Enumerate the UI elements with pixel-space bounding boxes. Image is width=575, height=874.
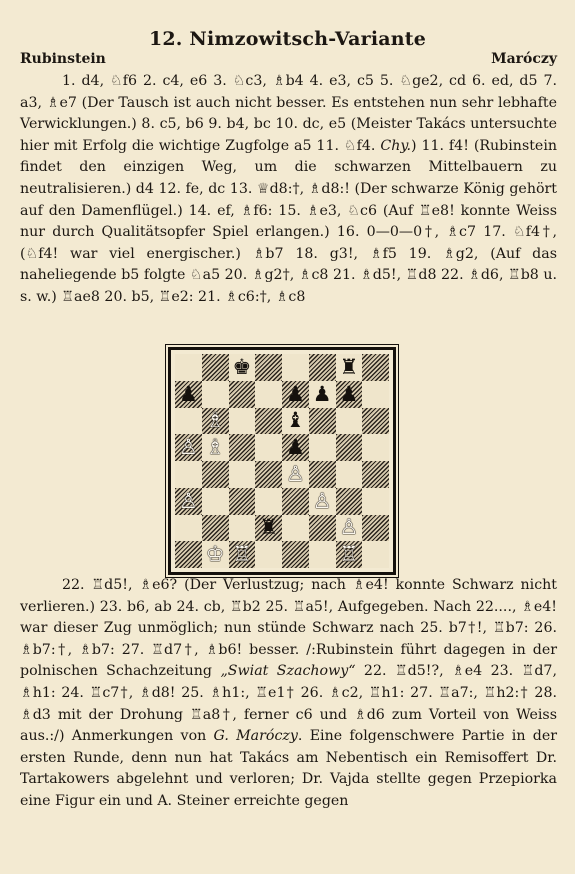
square-c5 <box>229 434 256 461</box>
square-a2 <box>175 515 202 542</box>
white-piece-icon: ♗ <box>205 435 225 460</box>
text-run: „Swiat Szachowy“ <box>220 663 356 680</box>
square-f8 <box>309 354 336 381</box>
players-header <box>20 51 557 67</box>
square-f4 <box>309 461 336 488</box>
square-e5 <box>282 434 309 461</box>
square-d5 <box>255 434 282 461</box>
game-annotation-part2 <box>20 575 557 813</box>
square-a3 <box>175 488 202 515</box>
square-e7 <box>282 381 309 408</box>
square-a6 <box>175 408 202 435</box>
black-piece-icon: ♝ <box>285 408 305 433</box>
square-b7 <box>202 381 229 408</box>
square-b1 <box>202 541 229 568</box>
square-h1 <box>362 541 389 568</box>
black-piece-icon: ♚ <box>232 354 252 379</box>
black-player: Maróczy <box>491 51 557 67</box>
square-f7 <box>309 381 336 408</box>
square-f5 <box>309 434 336 461</box>
square-b4 <box>202 461 229 488</box>
square-g1 <box>336 541 363 568</box>
square-g5 <box>336 434 363 461</box>
square-c3 <box>229 488 256 515</box>
white-piece-icon: ♖ <box>232 542 252 567</box>
game-title: 12. Nimzowitsch-Variante <box>148 28 427 50</box>
white-player: Rubinstein <box>20 51 106 67</box>
square-d8 <box>255 354 282 381</box>
square-d6 <box>255 408 282 435</box>
square-h2 <box>362 515 389 542</box>
white-piece-icon: ♗ <box>205 408 225 433</box>
square-e2 <box>282 515 309 542</box>
square-c7 <box>229 381 256 408</box>
square-f1 <box>309 541 336 568</box>
black-piece-icon: ♟ <box>312 381 332 406</box>
square-e4 <box>282 461 309 488</box>
game-annotation-part1 <box>20 71 557 309</box>
square-e1 <box>282 541 309 568</box>
white-piece-icon: ♙ <box>285 461 305 486</box>
text-run: Chy. <box>380 137 411 154</box>
square-b6 <box>202 408 229 435</box>
square-a8 <box>175 354 202 381</box>
square-g2 <box>336 515 363 542</box>
black-piece-icon: ♟ <box>285 435 305 460</box>
black-piece-icon: ♟ <box>285 381 305 406</box>
square-g8 <box>336 354 363 381</box>
text-run: G. Maróczy <box>213 728 298 745</box>
square-h4 <box>362 461 389 488</box>
text-run: 1. d4, ♘f6 2. c4, e6 3. ♘c3, ♗b4 4. e3, c5 5. ♘ge2, cd 6. ed, d5 7. a3, ♗e7 (Der Tausch ist auch nicht besser. Es entstehen nun sehr lebhafte Verwicklungen.) 8. c5, b6 9. b4, bc 10. dc, e5 (Meister Takács untersuchte hier mit Erfolg die wichtige Zugfolge a5 11. ♘f4. <box>20 73 557 154</box>
white-piece-icon: ♙ <box>178 488 198 513</box>
black-piece-icon: ♜ <box>339 354 359 379</box>
square-b5 <box>202 434 229 461</box>
square-h8 <box>362 354 389 381</box>
white-piece-icon: ♔ <box>205 542 225 567</box>
square-c2 <box>229 515 256 542</box>
text-run: . Eine folgenschwere Partie in der ersten Runde, denn nun hat Takács am Nebentisch ein Remisoffert Dr. Tartakowers abgelehnt und verloren; Dr. Vajda stellte gegen Przepiorka eine Figur ein und A. Steiner erreichte gegen <box>20 728 558 809</box>
square-h3 <box>362 488 389 515</box>
square-a7 <box>175 381 202 408</box>
text-run: 22. ♖d5!?, ♗e4 23. ♖d7, ♗h1: 24. ♖c7†, ♗d8! 25. ♗h1:, ♖e1† 26. ♗c2, ♖h1: 27. ♖a7:, ♖h2:† 28. ♗d3 mit der Drohung ♖a8†, ferner c6 und ♗d6 zum Vorteil von Weiss aus.:/) Anmerkungen von <box>20 663 557 745</box>
square-c6 <box>229 408 256 435</box>
square-b2 <box>202 515 229 542</box>
square-e8 <box>282 354 309 381</box>
square-d3 <box>255 488 282 515</box>
square-g3 <box>336 488 363 515</box>
square-c4 <box>229 461 256 488</box>
square-h7 <box>362 381 389 408</box>
square-e3 <box>282 488 309 515</box>
text-run: ) 11. f4! (Rubinstein findet den einzigen Weg, um die schwarzen Mittelbauern zu neutralisieren.) d4 12. fe, dc 13. ♕d8:†, ♗d8:! (Der schwarze König gehört auf den Damenflügel.) 14. ef, ♗f6: 15. ♗e3, ♘c6 (Auf ♖e8! konnte Weiss nur durch Qualitätsopfer Spiel erlangen.) 16. 0—0—0†, ♗c7 17. ♘f4†, (♘f4! war viel energischer.) ♗b7 18. g3!, ♗f5 19. ♗g2, (Auf das naheliegende b5 folgte ♘a5 20. ♗g2†, ♗c8 21. ♗d5!, ♖d8 22. ♗d6, ♖b8 u. s. w.) ♖ae8 20. b5, ♖e2: 21. ♗c6:†, ♗c8 <box>20 137 557 305</box>
white-piece-icon: ♙ <box>178 435 198 460</box>
square-a1 <box>175 541 202 568</box>
square-d2 <box>255 515 282 542</box>
chess-diagram <box>168 347 396 575</box>
square-f6 <box>309 408 336 435</box>
square-f3 <box>309 488 336 515</box>
square-d1 <box>255 541 282 568</box>
white-piece-icon: ♖ <box>339 542 359 567</box>
square-a4 <box>175 461 202 488</box>
black-piece-icon: ♜ <box>259 515 279 540</box>
square-g7 <box>336 381 363 408</box>
black-piece-icon: ♟ <box>339 381 359 406</box>
square-d4 <box>255 461 282 488</box>
black-piece-icon: ♟ <box>178 381 198 406</box>
square-b8 <box>202 354 229 381</box>
square-a5 <box>175 434 202 461</box>
square-g4 <box>336 461 363 488</box>
white-piece-icon: ♙ <box>312 488 332 513</box>
square-e6 <box>282 408 309 435</box>
square-h5 <box>362 434 389 461</box>
square-d7 <box>255 381 282 408</box>
square-h6 <box>362 408 389 435</box>
square-g6 <box>336 408 363 435</box>
square-f2 <box>309 515 336 542</box>
text-run: 22. ♖d5!, ♗e6? (Der Verlustzug; nach ♗e4! konnte Schwarz nicht verlieren.) 23. b6, ab 24. cb, ♖b2 25. ♖a5!, Aufgegeben. Nach 22...., ♗e4! war dieser Zug unmöglich; nun stünde Schwarz nach 25. b7†!, ♖b7: 26. ♗b7:†, ♗b7: 27. ♖d7†, ♗b6! besser. /:Rubinstein führt dagegen in der polnischen Schachzeitung <box>20 577 557 680</box>
square-c1 <box>229 541 256 568</box>
square-c8 <box>229 354 256 381</box>
square-b3 <box>202 488 229 515</box>
chess-board-grid <box>175 354 389 568</box>
white-piece-icon: ♙ <box>339 515 359 540</box>
